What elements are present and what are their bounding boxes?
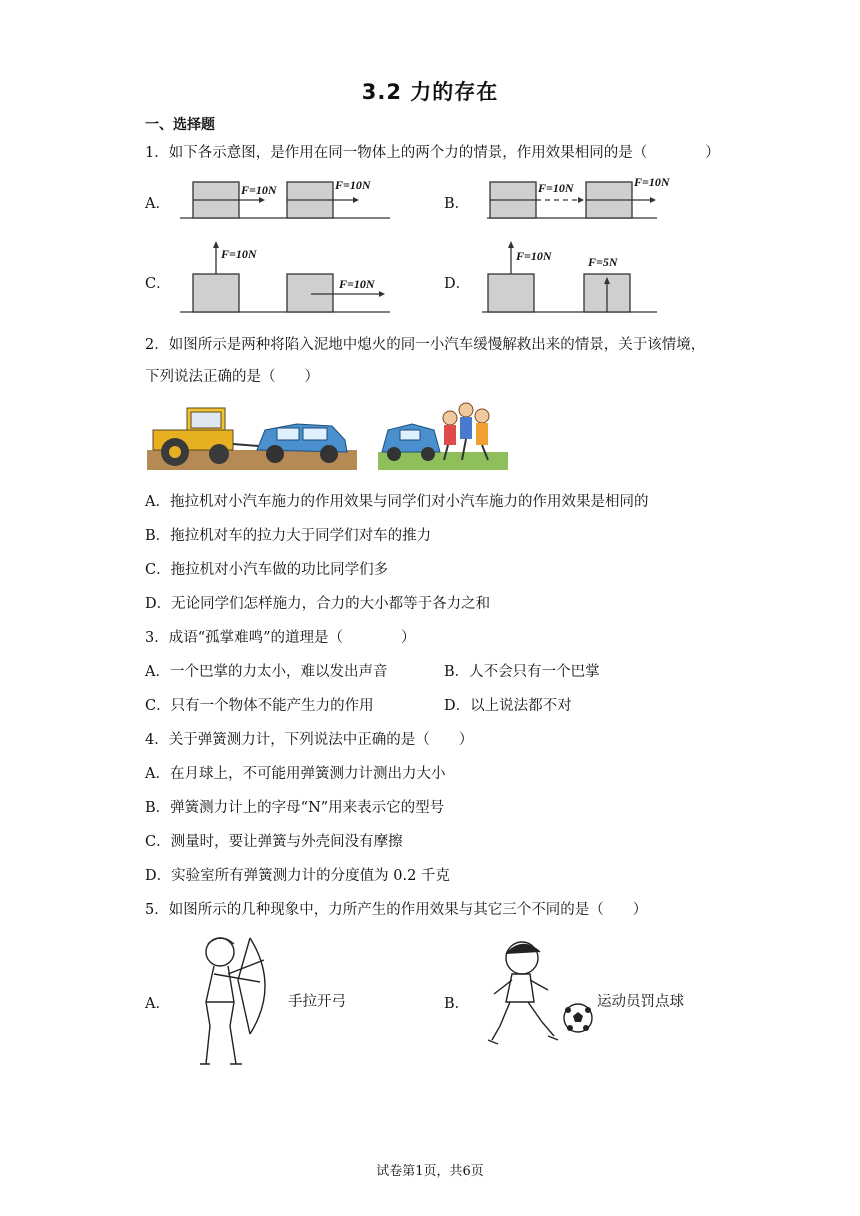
q2-option-c: C．拖拉机对小汽车做的功比同学们多 (145, 562, 389, 578)
q3-option-d: D．以上说法都不对 (444, 698, 572, 714)
q1-b-force-label-1: F=10N (538, 181, 574, 195)
q2-stem-line2: 下列说法正确的是（ ） (145, 369, 319, 385)
q1-b-force-label-2: F=10N (634, 175, 670, 189)
q3-option-b: B．人不会只有一个巴掌 (444, 664, 600, 680)
page-title: 3.2 力的存在 (361, 80, 499, 104)
q1-d-force-label-2: F=5N (588, 255, 618, 269)
q3-stem: 3．成语“孤掌难鸣”的道理是（ ） (145, 630, 416, 646)
q2-option-a: A．拖拉机对小汽车施力的作用效果与同学们对小汽车施力的作用效果是相同的 (145, 494, 649, 510)
q5-option-b-caption: 运动员罚点球 (597, 994, 684, 1010)
q1-option-b-label: B． (444, 196, 470, 212)
archer-drawing-bow-illustration (180, 930, 275, 1070)
q5-option-a-label: A． (145, 996, 170, 1012)
tractor-towing-car-illustration (147, 400, 357, 470)
q4-option-b: B．弹簧测力计上的字母“N”用来表示它的型号 (145, 800, 445, 816)
player-kicking-penalty-illustration (484, 936, 599, 1056)
q1-a-force-label-1: F=10N (241, 183, 277, 197)
q1-a-force-label-2: F=10N (335, 178, 371, 192)
q5-option-b-label: B． (444, 996, 470, 1012)
q1-c-force-label-2: F=10N (339, 277, 375, 291)
q4-stem: 4．关于弹簧测力计，下列说法中正确的是（ ） (145, 732, 474, 748)
section-heading: 一、选择题 (145, 117, 215, 133)
q1-d-force-label-1: F=10N (516, 249, 552, 263)
students-pushing-car-illustration (378, 400, 508, 470)
q5-stem: 5．如图所示的几种现象中，力所产生的作用效果与其它三个不同的是（ ） (145, 902, 648, 918)
q1-option-c-label: C． (145, 276, 171, 292)
q4-option-c: C．测量时，要让弹簧与外壳间没有摩擦 (145, 834, 403, 850)
q4-option-d: D．实验室所有弹簧测力计的分度值为 0.2 千克 (145, 868, 450, 884)
q3-option-a: A．一个巴掌的力太小，难以发出声音 (145, 664, 388, 680)
q1-option-b-diagram (482, 170, 702, 222)
q2-stem-line1: 2．如图所示是两种将陷入泥地中熄火的同一小汽车缓慢解救出来的情景，关于该情境， (145, 337, 706, 353)
q1-option-d-diagram (482, 238, 702, 318)
q4-option-a: A．在月球上，不可能用弹簧测力计测出力大小 (145, 766, 446, 782)
q1-option-a-diagram (175, 170, 395, 222)
q2-option-d: D．无论同学们怎样施力，合力的大小都等于各力之和 (145, 596, 491, 612)
q5-option-a-caption: 手拉开弓 (288, 994, 346, 1010)
q1-c-force-label-1: F=10N (221, 247, 257, 261)
q1-option-a-label: A． (145, 196, 170, 212)
q1-stem: 1．如下各示意图，是作用在同一物体上的两个力的情景，作用效果相同的是（ ） (145, 145, 720, 161)
q1-option-c-diagram (175, 238, 395, 318)
page-footer: 试卷第1页，共6页 (376, 1164, 484, 1179)
q3-option-c: C．只有一个物体不能产生力的作用 (145, 698, 374, 714)
q2-option-b: B．拖拉机对车的拉力大于同学们对车的推力 (145, 528, 432, 544)
q1-option-d-label: D． (444, 276, 471, 292)
